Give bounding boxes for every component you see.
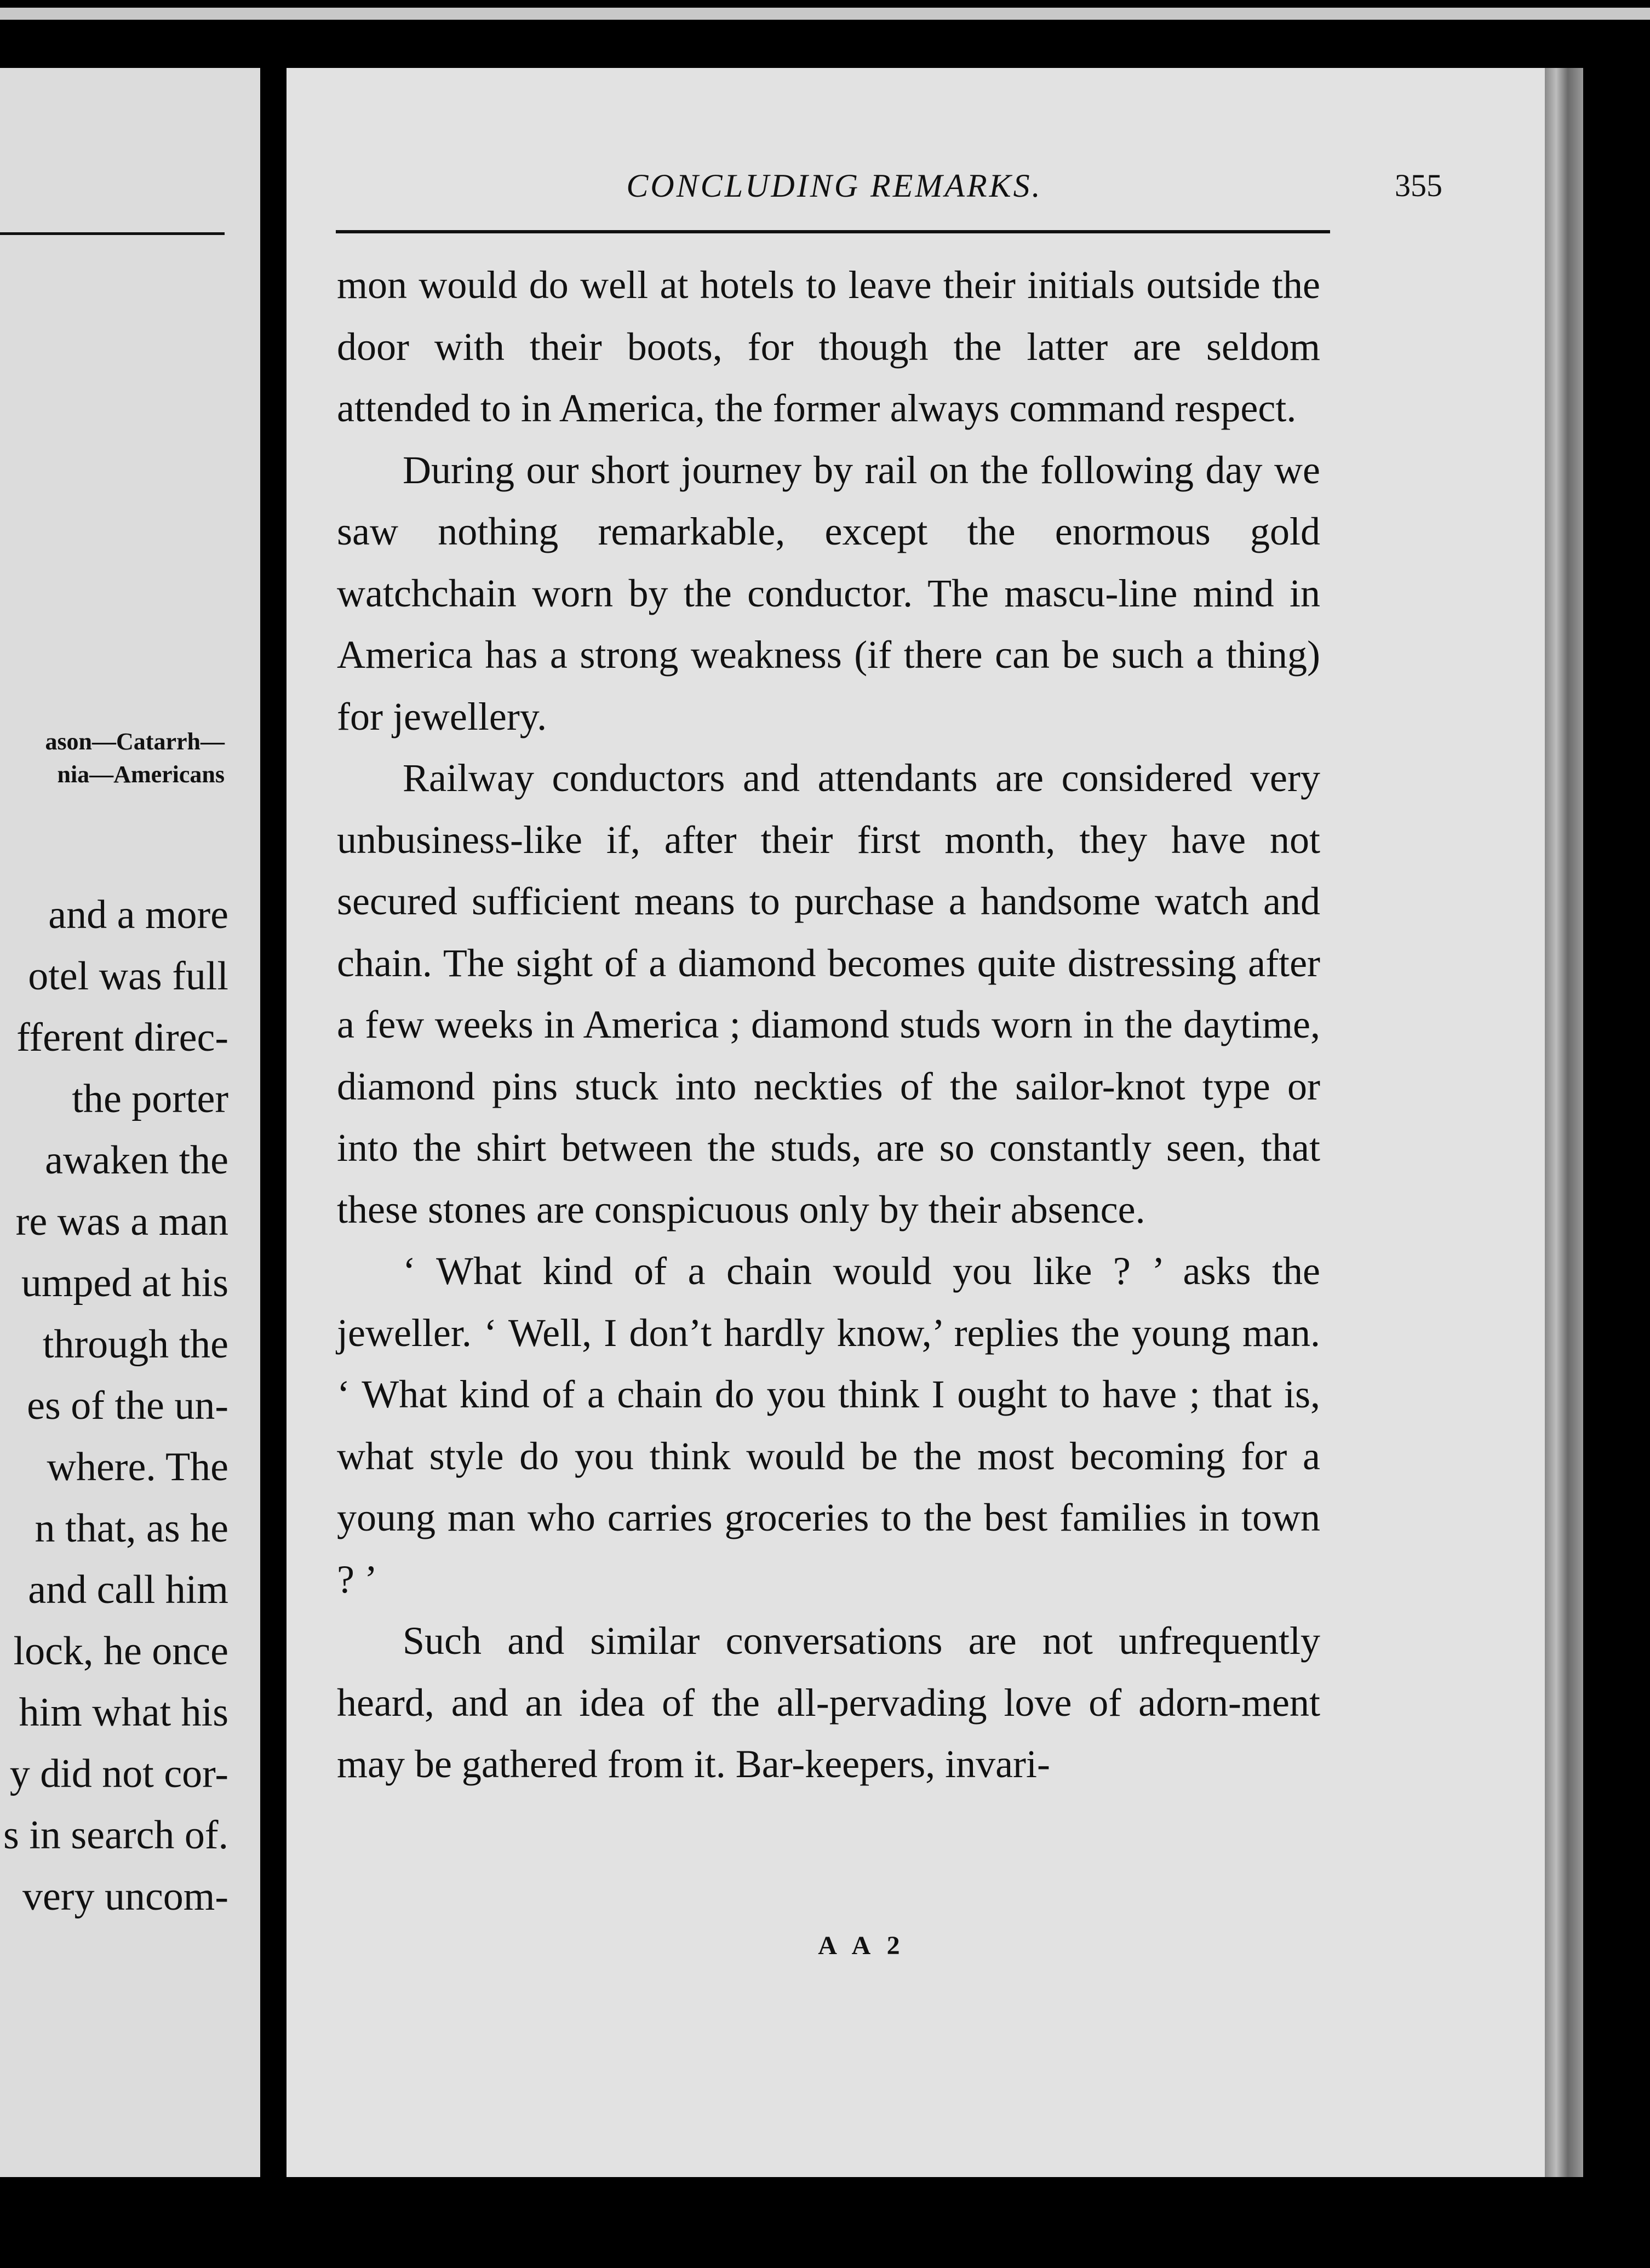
text-line: re was a man (15, 1199, 228, 1244)
running-head (341, 161, 1442, 210)
paragraph: Railway conductors and attendants are considered very unbusiness-like if, after their first month, they have not secured sufficient means to purchase a handsome watch and chain. The sight of a diamond becomes quite distressing after a few weeks in America ; diamond studs worn in the daytime, diamond pins stuck into neckties of the sailor-knot type or into the shirt between the studs, are so constantly seen, that these stones are conspicuous only by their absence. (337, 756, 1320, 1232)
running-title: CONCLUDING REMARKS. (626, 168, 1042, 204)
page-number: 355 (1395, 168, 1442, 203)
text-line: and a more (48, 892, 228, 937)
left-page-text (0, 884, 228, 1927)
text-line: awaken the (45, 1138, 228, 1183)
paragraph: Such and similar conversations are not unfrequently heard, and an idea of the all-pervading love of adorn-ment may be gathered from it. Bar-keepers, invari- (337, 1619, 1320, 1786)
text-line: y did not cor- (9, 1751, 228, 1796)
paragraph: During our short journey by rail on the following day we saw nothing remarkable, except the enormous gold watchchain worn by the conductor. The mascu-line mind in America has a strong weakness (if there can be such a thing) for jewellery. (337, 448, 1320, 738)
text-line: very uncom- (22, 1874, 228, 1919)
page-edges (1545, 68, 1583, 2177)
text-line: him what his (19, 1690, 228, 1735)
summary-line: nia—Americans (57, 761, 225, 788)
paragraph: mon would do well at hotels to leave their initials outside the door with their boots, for though the latter are seldom attended to in America, the former always command respect. (337, 263, 1320, 430)
text-line: and call him (28, 1567, 228, 1612)
body-text (337, 254, 1320, 1795)
scan-frame-top-edge (0, 0, 1650, 8)
text-line: es of the un- (27, 1383, 228, 1428)
right-page (287, 68, 1545, 2177)
scan-frame-band (0, 46, 1578, 68)
left-chapter-summary (0, 725, 225, 791)
text-line: n that, as he (35, 1506, 228, 1551)
signature-mark: A A 2 (818, 1931, 906, 1960)
book-gutter (260, 68, 287, 2177)
left-page-rule (0, 232, 225, 235)
left-page (0, 68, 260, 2177)
text-line: otel was full (28, 954, 228, 999)
text-line: the porter (72, 1076, 228, 1121)
text-line: through the (42, 1322, 228, 1367)
text-line: lock, he once (13, 1629, 228, 1674)
scan-frame-bottom (0, 2177, 1650, 2268)
header-rule (336, 230, 1330, 233)
text-line: umped at his (21, 1261, 228, 1305)
paragraph: ‘ What kind of a chain would you like ? ’ asks the jeweller. ‘ Well, I don’t hardly know,’ replies the young man. ‘ What kind of a chain do you think I ought to have ; that is, what style do you think would be the most becoming for a young man who carries groceries to the best families in town ? ’ (337, 1249, 1320, 1601)
scan-frame-right (1583, 46, 1650, 2268)
text-line: where. The (47, 1445, 228, 1490)
text-line: s in search of. (3, 1813, 228, 1858)
text-line: fferent direc- (16, 1015, 228, 1060)
summary-line: ason—Catarrh— (45, 728, 225, 755)
